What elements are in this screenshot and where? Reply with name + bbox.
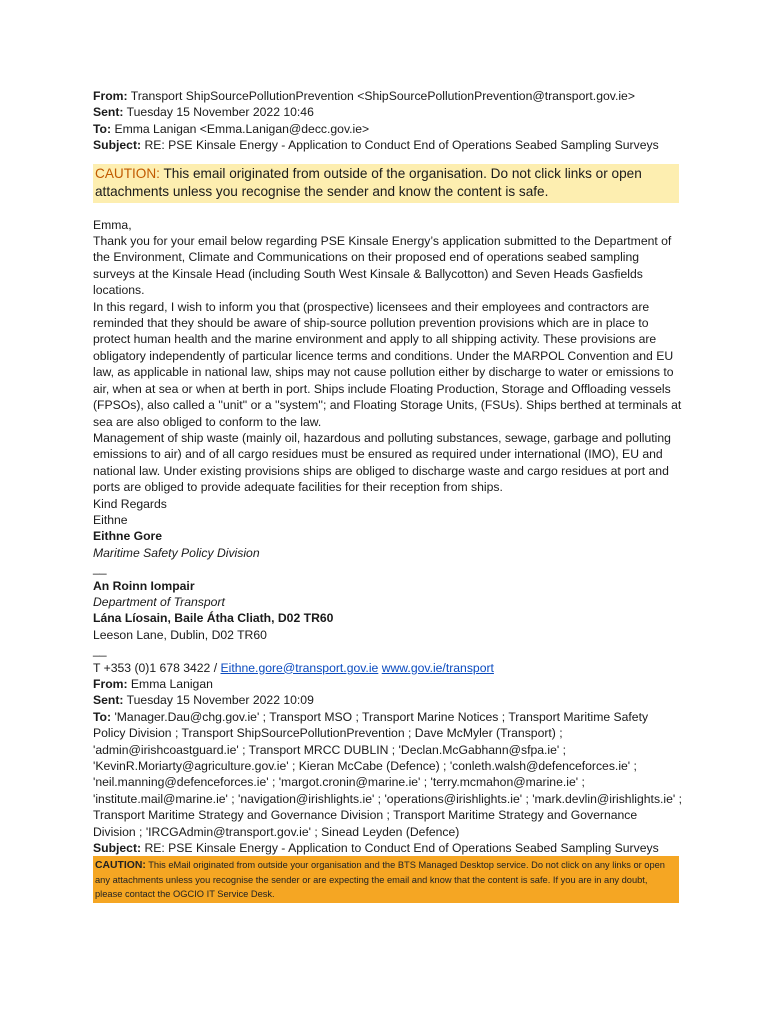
email-header: [93, 88, 683, 154]
sent-value: Tuesday 15 November 2022 10:46: [126, 105, 314, 120]
caution-text: This eMail originated from outside your organisation and the BTS Managed Desktop service. Do not click on any links or open any attachments unless you recognise the sender or are expecting the email and know that the content is safe. If you are in any doubt, please contact the OGCIO IT Service Desk.: [95, 860, 665, 900]
body-paragraph: In this regard, I wish to inform you that (prospective) licensees and their employees and contractors are reminded that they should be aware of ship-source pollution prevention provisions which are in place to protect human health and the marine environment and apply to all shipping activity. These provisions are obligatory independently of particular licence terms and conditions. Under the MARPOL Convention and EU law, as applicable in national law, ships may not cause pollution either by discharge to water or emissions to air, when at sea or when at berth in port. Ships include Floating Production, Storage and Offloading vessels (FPSOs), also called a ''unit'' or a ''system''; and Floating Storage Units, (FSUs). Ships berthed at terminals at sea are also obliged to conform to the law.: [93, 299, 682, 429]
caution-label: CAUTION:: [95, 860, 146, 872]
quoted-subject-value: RE: PSE Kinsale Energy - Application to Conduct End of Operations Seabed Sampling Surveys: [144, 841, 659, 856]
email-body: [93, 217, 683, 529]
phone: T +353 (0)1 678 3422 /: [93, 660, 221, 675]
from-line: From: Transport ShipSourcePollutionPrevention <ShipSourcePollutionPrevention@transport.gov.ie>: [93, 89, 635, 103]
signature-separator: __: [93, 643, 107, 658]
caution-banner-external: [93, 856, 679, 903]
greeting: Emma,: [93, 217, 132, 232]
signature: [93, 528, 683, 676]
org-irish: An Roinn Iompair: [93, 578, 195, 593]
signature-separator: __: [93, 561, 107, 576]
signature-name: Eithne Gore: [93, 529, 163, 544]
from-value: Transport ShipSourcePollutionPrevention <ShipSourcePollutionPrevention@transport.gov.ie>: [130, 89, 635, 103]
to-line: To: Emma Lanigan <Emma.Lanigan@decc.gov.ie>: [93, 121, 370, 136]
quoted-from-line: From: Emma Lanigan: [93, 676, 213, 691]
email-document: [93, 88, 683, 903]
address-english: Leeson Lane, Dublin, D02 TR60: [93, 627, 267, 642]
caution-text: This email originated from outside of the organisation. Do not click links or open attachments unless you recognise the sender and know the content is safe.: [95, 165, 642, 200]
to-value: Emma Lanigan <Emma.Lanigan@decc.gov.ie>: [114, 121, 370, 136]
quoted-sent-value: Tuesday 15 November 2022 10:09: [126, 693, 314, 708]
org-english: Department of Transport: [93, 594, 225, 609]
quoted-sent-line: Sent: Tuesday 15 November 2022 10:09: [93, 693, 314, 708]
signature-division: Maritime Safety Policy Division: [93, 545, 260, 560]
closing: Kind Regards: [93, 496, 167, 511]
subject-line: Subject: RE: PSE Kinsale Energy - Application to Conduct End of Operations Seabed Sampling Surveys: [93, 138, 659, 153]
address-irish: Lána Líosain, Baile Átha Cliath, D02 TR60: [93, 611, 334, 626]
email-link[interactable]: Eithne.gore@transport.gov.ie: [220, 660, 379, 675]
quoted-subject-line: Subject: RE: PSE Kinsale Energy - Application to Conduct End of Operations Seabed Sampling Surveys: [93, 841, 659, 856]
caution-banner: [93, 164, 679, 203]
body-paragraph: Thank you for your email below regarding PSE Kinsale Energy’s application submitted to the Department of the Environment, Climate and Communications on their proposed end of operations seabed sampling surveys at the Kinsale Head (including South West Kinsale & Ballycotton) and Seven Heads Gasfields locations.: [93, 234, 672, 298]
quoted-header: [93, 676, 683, 856]
website-link[interactable]: www.gov.ie/transport: [381, 660, 494, 675]
quoted-from-value: Emma Lanigan: [130, 676, 213, 691]
subject-value: RE: PSE Kinsale Energy - Application to Conduct End of Operations Seabed Sampling Surveys: [144, 138, 659, 153]
sent-line: Sent: Tuesday 15 November 2022 10:46: [93, 105, 314, 120]
quoted-to-value: 'Manager.Dau@chg.gov.ie' ; Transport MSO ; Transport Marine Notices ; Transport Maritime Safety Policy Division ; Transport ShipSourcePollutionPrevention ; Dave McMyler (Transport) ; 'admin@irishcoastguard.ie' ; Transport MRCC DUBLIN ; 'Declan.McGabhann@sfpa.ie' ; 'KevinR.Moriarty@agriculture.gov.ie' ; Kieran McCabe (Defence) ; 'conleth.walsh@defenceforces.ie' ; 'neil.manning@defenceforces.ie' ; 'margot.cronin@marine.ie' ; 'terry.mcmahon@marine.ie' ; 'institute.mail@marine.ie' ; 'navigation@irishlights.ie' ; 'operations@irishlights.ie' ; 'mark.devlin@irishlights.ie' ; Transport Maritime Strategy and Governance Division ; Transport Maritime Strategy and Governance Division ; 'IRCGAdmin@transport.gov.ie' ; Sinead Leyden (Defence): [93, 709, 683, 839]
body-paragraph: Management of ship waste (mainly oil, hazardous and polluting substances, sewage, garbage and polluting emissions to air) and of all cargo residues must be ensured as required under international (IMO), EU and national law. Under existing provisions ships are obliged to discharge waste and cargo residues at port and ports are obliged to provide adequate facilities for their reception from ships.: [93, 430, 671, 495]
caution-label: CAUTION:: [95, 165, 160, 181]
contact-line: [93, 660, 683, 676]
quoted-to-line: To: 'Manager.Dau@chg.gov.ie' ; Transport MSO ; Transport Marine Notices ; Transport Maritime Safety Policy Division ; Transport ShipSourcePollutionPrevention ; Dave McMyler (Transport) ; 'admin@irishcoastguard.ie' ; Transport MRCC DUBLIN ; 'Declan.McGabhann@sfpa.ie' ; 'KevinR.Moriarty@agriculture.gov.ie' ; Kieran McCabe (Defence) ; 'conleth.walsh@defenceforces.ie' ; 'neil.manning@defenceforces.ie' ; 'margot.cronin@marine.ie' ; 'terry.mcmahon@marine.ie' ; 'institute.mail@marine.ie' ; 'navigation@irishlights.ie' ; 'operations@irishlights.ie' ; 'mark.devlin@irishlights.ie' ; Transport Maritime Strategy and Governance Division ; Transport Maritime Strategy and Governance Division ; 'IRCGAdmin@transport.gov.ie' ; Sinead Leyden (Defence): [93, 709, 683, 839]
sender-first-name: Eithne: [93, 512, 128, 527]
